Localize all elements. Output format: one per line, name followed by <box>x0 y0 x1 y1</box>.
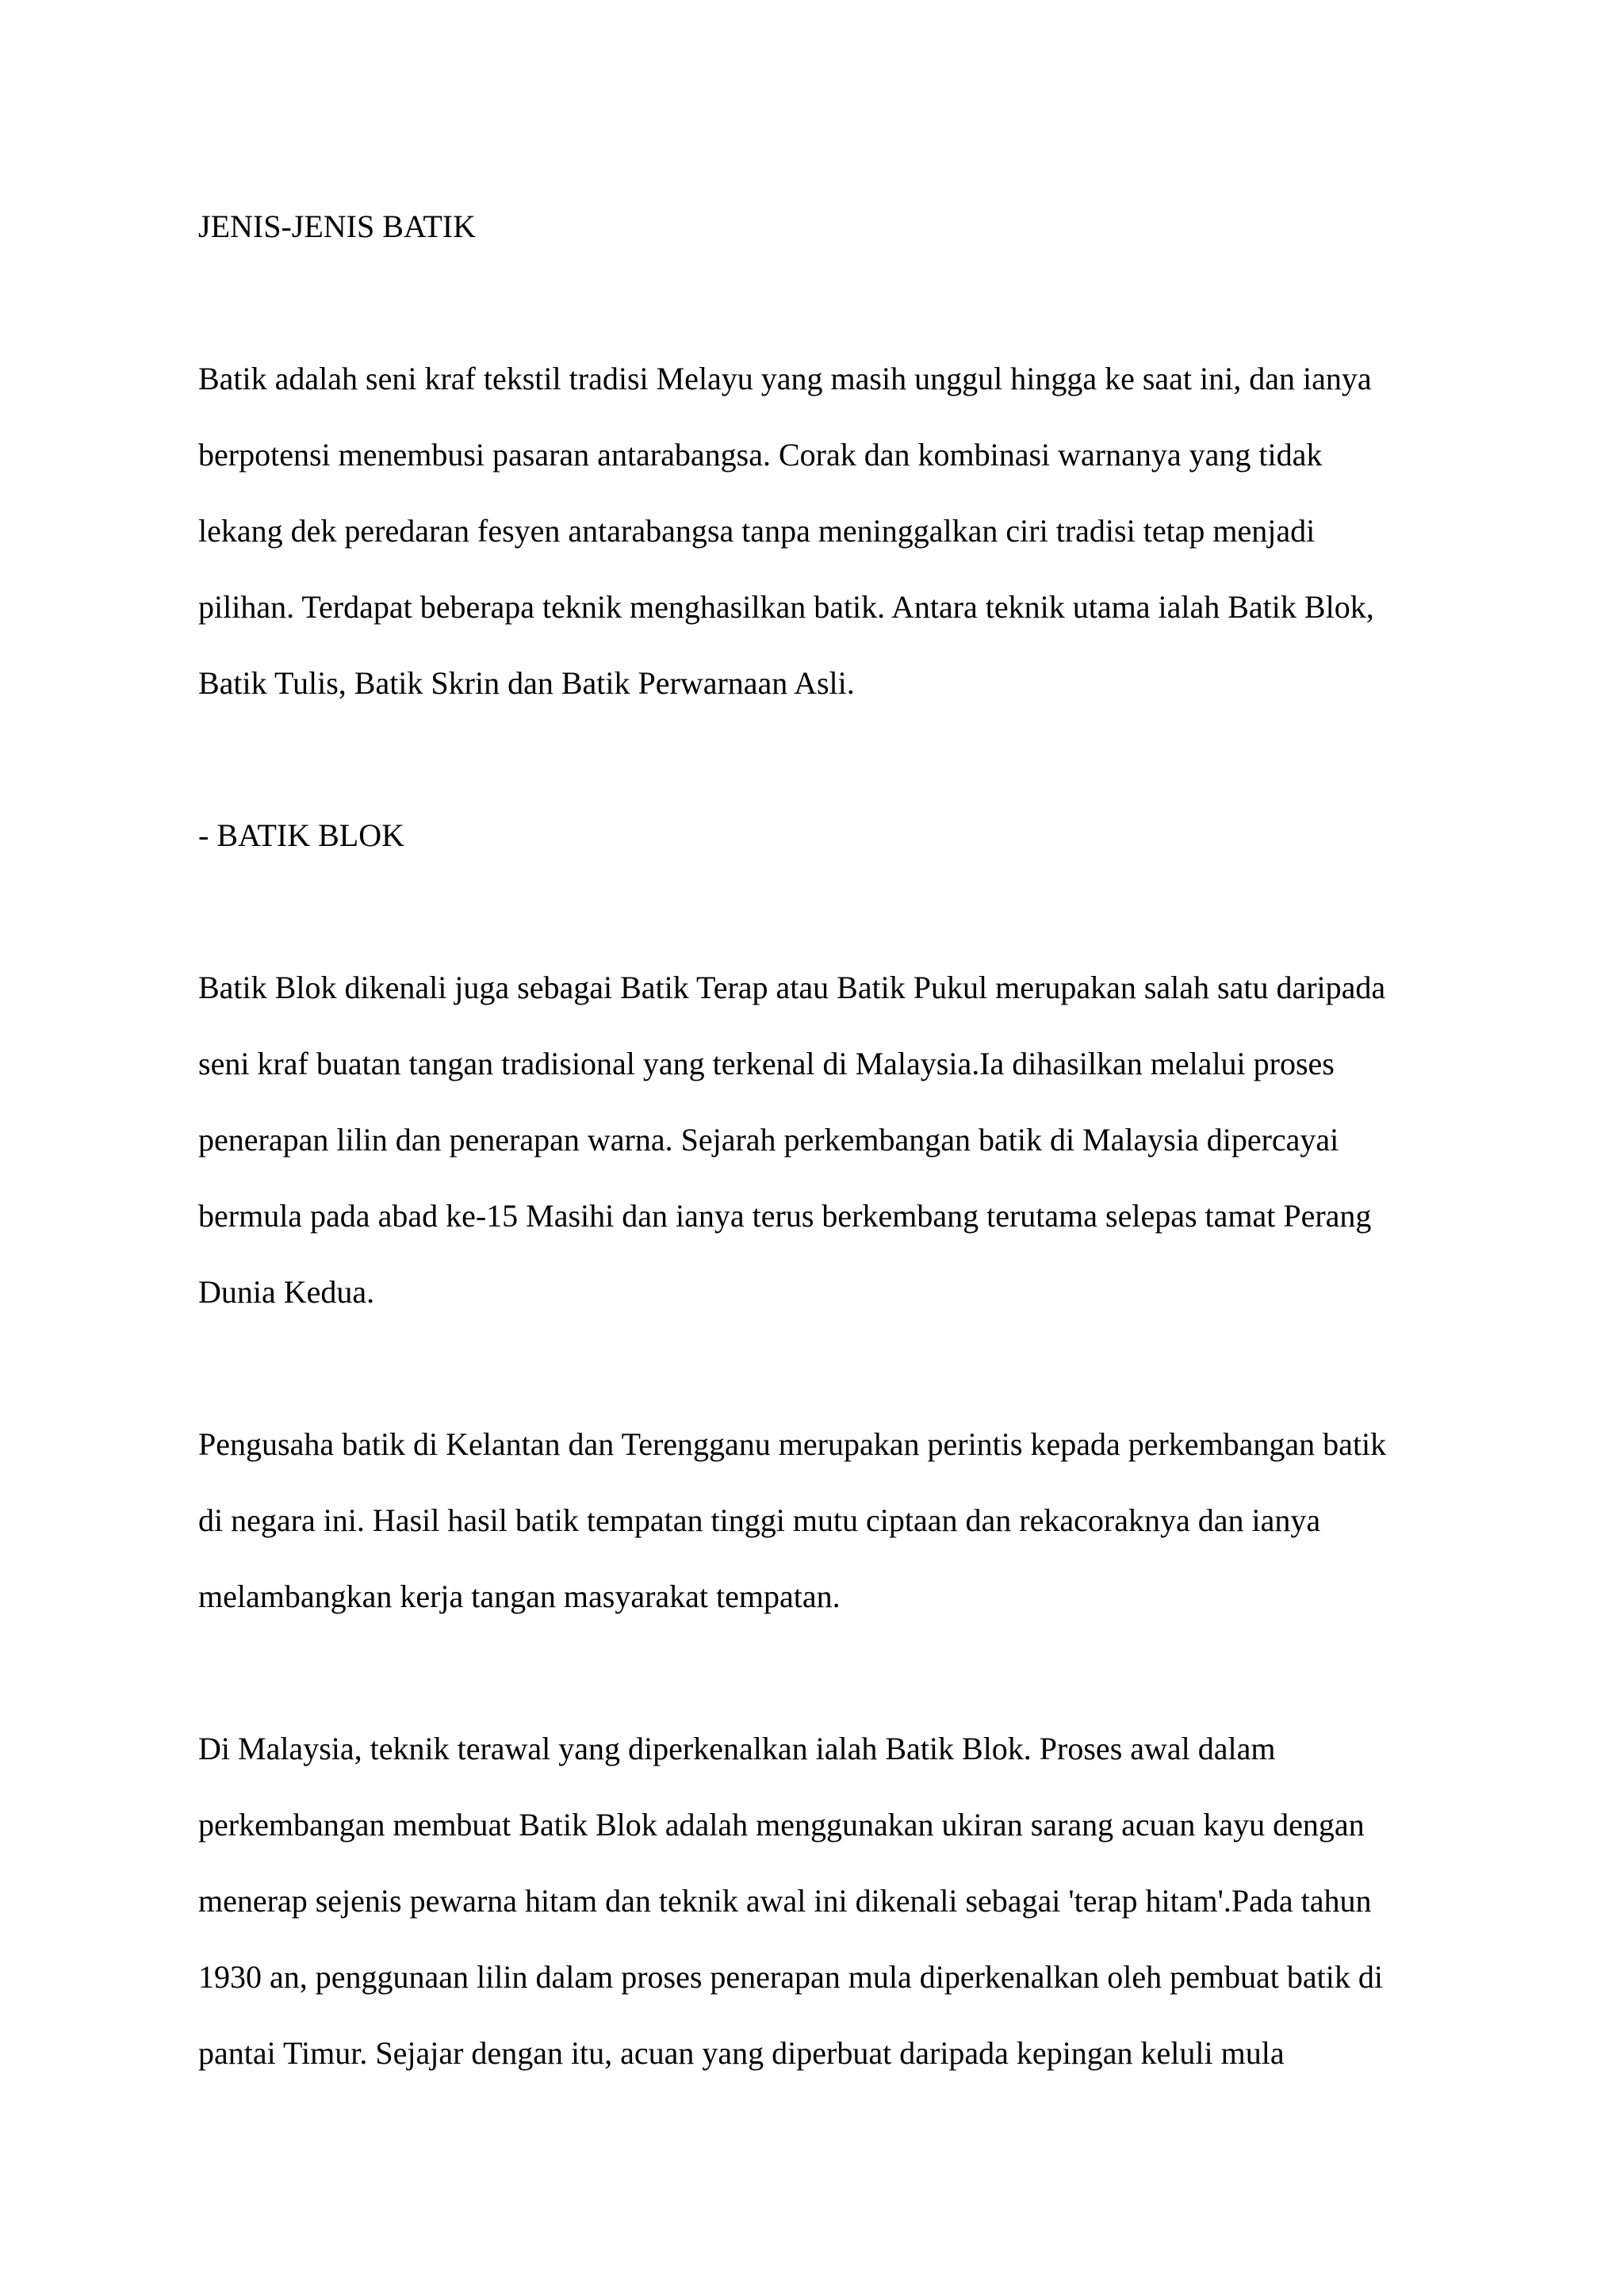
body-paragraph-2 <box>198 1406 1451 1635</box>
text-line: lekang dek peredaran fesyen antarabangsa tanpa meninggalkan ciri tradisi tetap menjadi <box>198 513 1316 549</box>
text-line: di negara ini. Hasil hasil batik tempatan tinggi mutu ciptaan dan rekacoraknya dan ianya <box>198 1502 1321 1538</box>
text-line: perkembangan membuat Batik Blok adalah menggunakan ukiran sarang acuan kayu dengan <box>198 1807 1365 1843</box>
text-line: seni kraf buatan tangan tradisional yang terkenal di Malaysia.Ia dihasilkan melalui proses <box>198 1046 1335 1081</box>
text-line: melambangkan kerja tangan masyarakat tempatan. <box>198 1578 841 1614</box>
text-line: penerapan lilin dan penerapan warna. Sejarah perkembangan batik di Malaysia dipercayai <box>198 1122 1339 1158</box>
document-title: JENIS-JENIS BATIK <box>198 209 476 244</box>
text-line: Di Malaysia, teknik terawal yang diperkenalkan ialah Batik Blok. Proses awal dalam <box>198 1731 1276 1766</box>
paragraph-spacer <box>198 874 1451 950</box>
paragraph-spacer <box>198 1635 1451 1711</box>
text-line: Batik Tulis, Batik Skrin dan Batik Perwarnaan Asli. <box>198 665 855 701</box>
body-paragraph-1 <box>198 950 1451 1330</box>
paragraph-spacer <box>198 1330 1451 1406</box>
text-line: bermula pada abad ke-15 Masihi dan ianya terus berkembang terutama selepas tamat Perang <box>198 1198 1372 1234</box>
text-line: pantai Timur. Sejajar dengan itu, acuan yang diperbuat daripada kepingan keluli mula <box>198 2035 1285 2071</box>
intro-paragraph <box>198 341 1451 721</box>
text-line: Batik Blok dikenali juga sebagai Batik Terap atau Batik Pukul merupakan salah satu daripada <box>198 970 1386 1005</box>
text-line: Pengusaha batik di Kelantan dan Terengganu merupakan perintis kepada perkembangan batik <box>198 1426 1387 1462</box>
text-line: 1930 an, penggunaan lilin dalam proses penerapan mula diperkenalkan oleh pembuat batik di <box>198 1959 1383 1995</box>
text-line: pilihan. Terdapat beberapa teknik menghasilkan batik. Antara teknik utama ialah Batik Blok, <box>198 589 1374 625</box>
body-paragraph-3 <box>198 1711 1451 2091</box>
text-line: berpotensi menembusi pasaran antarabangsa. Corak dan kombinasi warnanya yang tidak <box>198 437 1323 473</box>
text-line: Batik adalah seni kraf tekstil tradisi Melayu yang masih unggul hingga ke saat ini, dan ianya <box>198 361 1372 396</box>
document-body <box>198 189 1451 2091</box>
text-line: menerap sejenis pewarna hitam dan teknik awal ini dikenali sebagai 'terap hitam'.Pada tahun <box>198 1883 1372 1919</box>
section-heading: - BATIK BLOK <box>198 817 404 853</box>
paragraph-spacer <box>198 265 1451 341</box>
text-line: Dunia Kedua. <box>198 1274 375 1310</box>
paragraph-spacer <box>198 721 1451 798</box>
